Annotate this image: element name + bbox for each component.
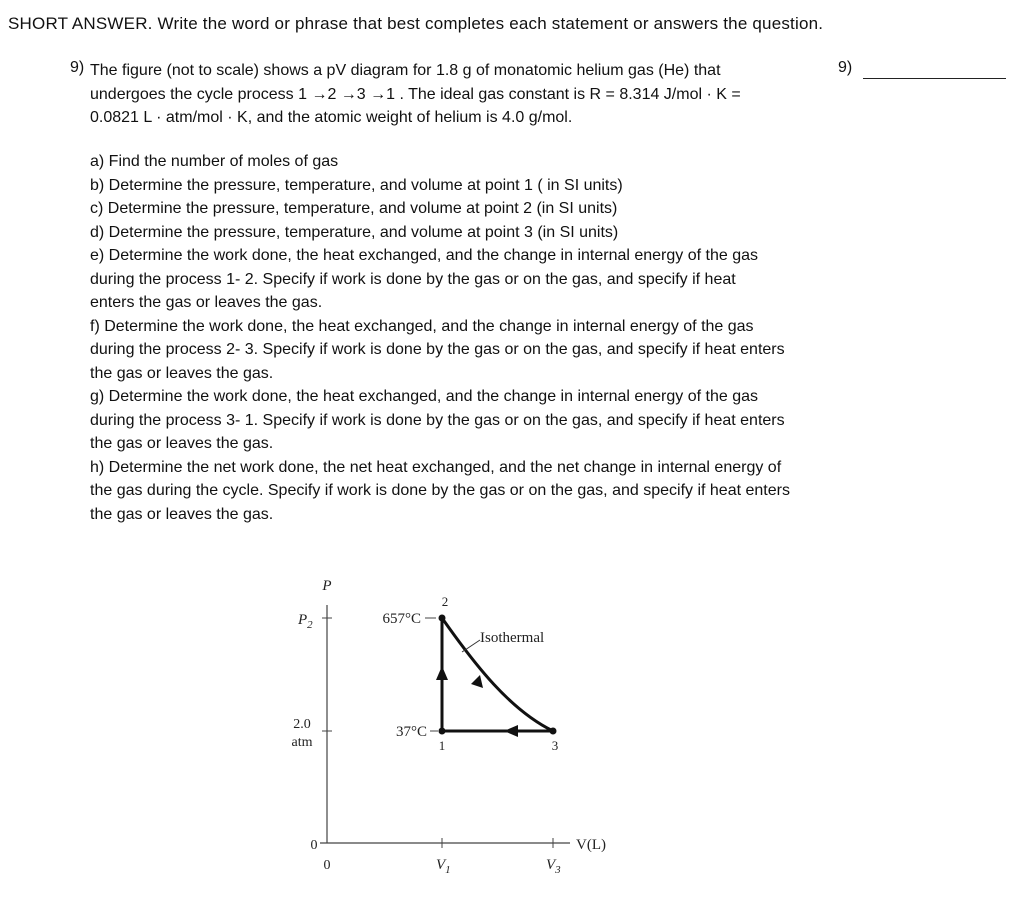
point-3-label: 3 [551, 738, 559, 753]
temp-high-label: 657°C [382, 611, 421, 627]
part-line: enters the gas or leaves the gas. [90, 294, 323, 311]
v1-label: $V_1$ [436, 857, 451, 876]
part-line: e) Determine the work done, the heat exchanged, and the change in internal energy of the gas [90, 247, 758, 264]
part-line: c) Determine the pressure, temperature, and volume at point 2 (in SI units) [90, 200, 618, 217]
answer-blank-line[interactable] [863, 78, 1006, 79]
arrow-down-right-icon [471, 675, 483, 688]
point-2-dot [439, 615, 446, 622]
section-header: SHORT ANSWER. Write the word or phrase that best completes each statement or answers the question. [8, 14, 824, 33]
isothermal-label: Isothermal [480, 630, 545, 646]
part-line: h) Determine the net work done, the net heat exchanged, and the net change in internal energy of [90, 458, 782, 476]
point-2-label: 2 [441, 594, 449, 609]
part-line: the gas or leaves the gas. [90, 435, 274, 452]
temp-low-label: 37°C [395, 724, 427, 740]
part-line: d) Determine the pressure, temperature, and volume at point 3 (in SI units) [90, 223, 619, 241]
part-line: during the process 3- 1. Specify if work is done by the gas or on the gas, and specify if heat enters [90, 411, 785, 429]
question-line: undergoes the cycle process 1 →2 →3 →1 . The ideal gas constant is R = 8.314 J/mol · K = [90, 85, 741, 103]
part-line: b) Determine the pressure, temperature, and volume at point 1 ( in SI units) [90, 176, 623, 194]
question-number: 9) [70, 59, 85, 76]
p2-label: $P_2$ [298, 612, 313, 631]
point-3-dot [550, 728, 557, 735]
y-axis-label: P [322, 578, 332, 594]
pv-diagram [270, 570, 630, 890]
arrow-up-icon [436, 666, 448, 680]
point-1-label: 1 [438, 738, 446, 753]
part-line: during the process 1- 2. Specify if work is done by the gas or on the gas, and specify if heat [90, 270, 736, 288]
point-1-dot [439, 728, 446, 735]
v3-label: $V_3$ [546, 857, 561, 876]
part-line: the gas or leaves the gas. [90, 364, 274, 382]
part-line: a) Find the number of moles of gas [90, 153, 339, 170]
x-axis-label: V(L) [576, 837, 606, 853]
question-line: The figure (not to scale) shows a pV diagram for 1.8 g of monatomic helium gas (He) that [90, 62, 721, 79]
answer-label: 9) [838, 59, 853, 76]
p1-label-value: 2.0 [293, 717, 311, 732]
origin-y-label: 0 [310, 838, 318, 853]
part-line: f) Determine the work done, the heat exchanged, and the change in internal energy of the gas [90, 317, 754, 335]
part-line: the gas or leaves the gas. [90, 505, 274, 523]
part-line: g) Determine the work done, the heat exchanged, and the change in internal energy of the gas [90, 388, 758, 405]
question-text [90, 59, 810, 130]
question-line: 0.0821 L · atm/mol · K, and the atomic weight of helium is 4.0 g/mol. [90, 109, 573, 126]
part-line: during the process 2- 3. Specify if work is done by the gas or on the gas, and specify if heat enters [90, 341, 785, 358]
origin-x-label: 0 [323, 858, 331, 873]
part-line: the gas during the cycle. Specify if work is done by the gas or on the gas, and specify if heat enters [90, 482, 790, 499]
arrow-left-icon [504, 725, 518, 737]
p1-label-unit: atm [291, 735, 313, 750]
question-parts [90, 150, 825, 526]
isothermal-leader [462, 640, 480, 652]
